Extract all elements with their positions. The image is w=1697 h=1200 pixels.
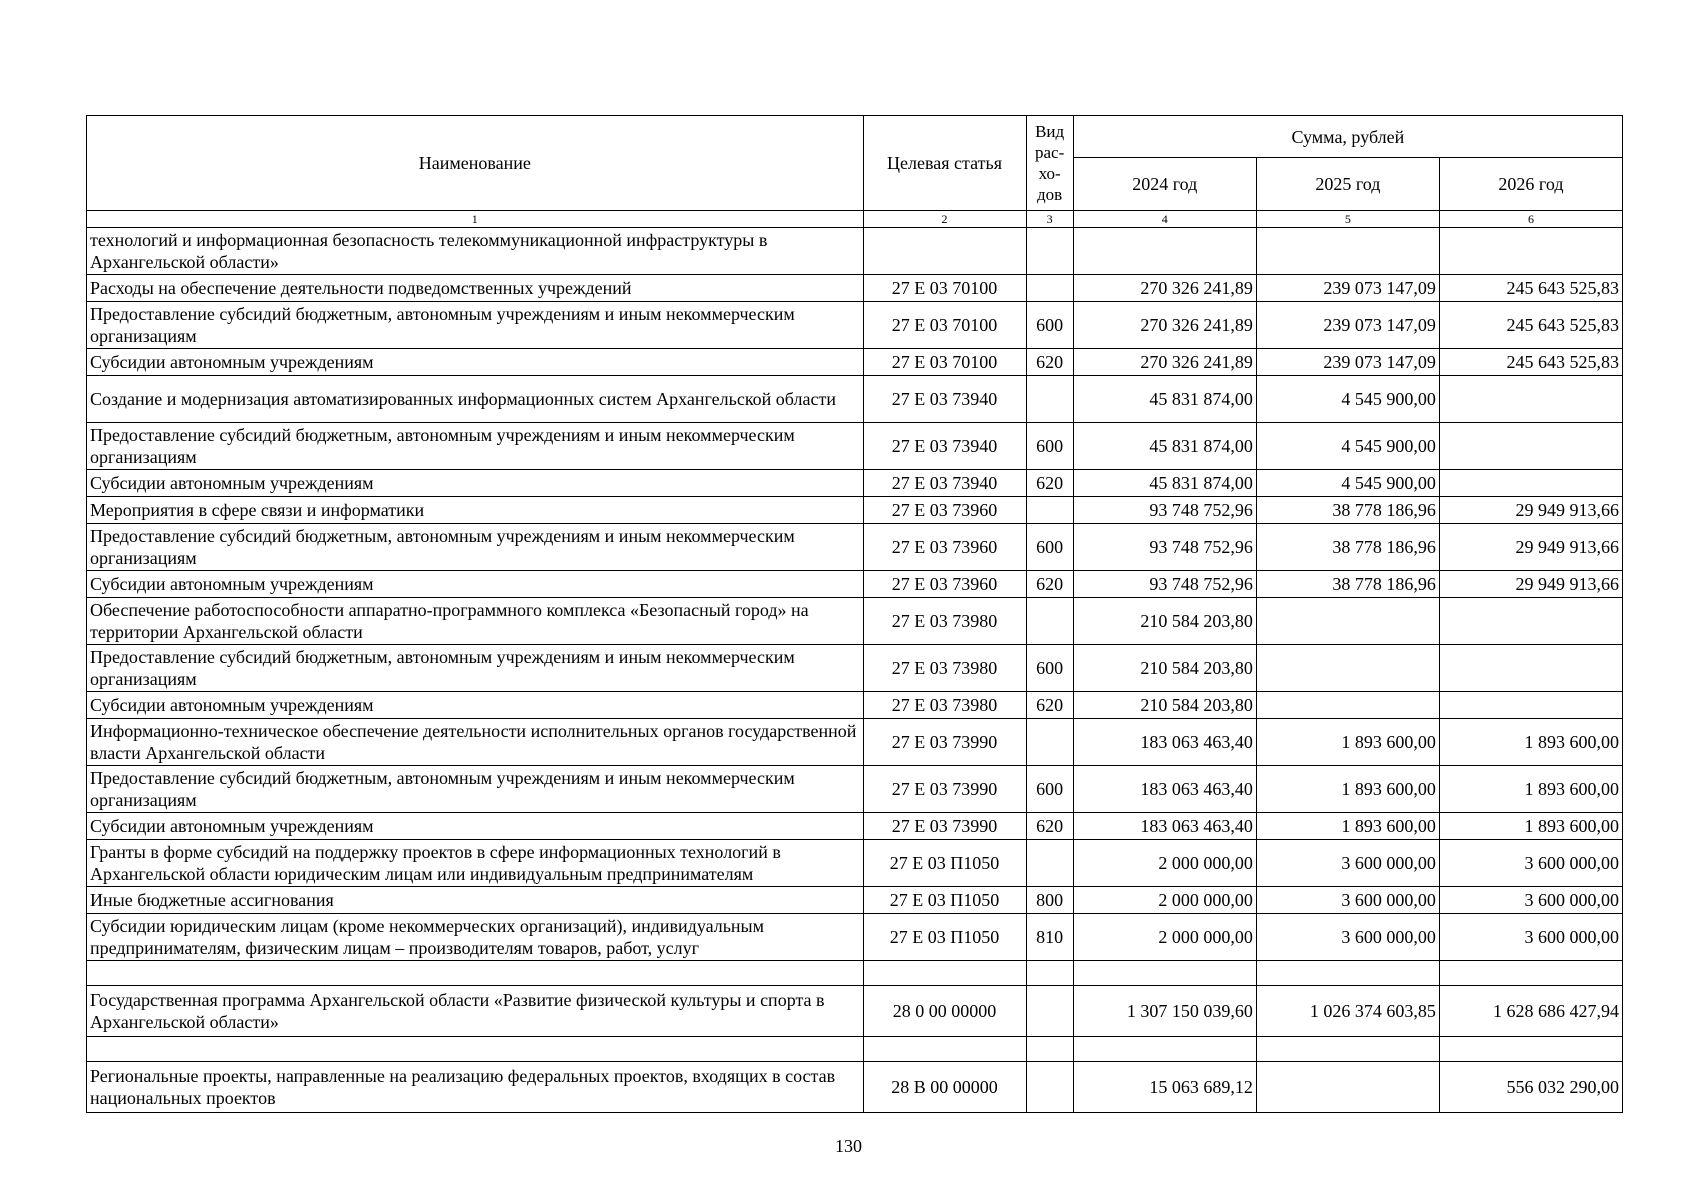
row-name: Субсидии автономным учреждениям xyxy=(87,349,864,376)
row-amount-2026: 245 643 525,83 xyxy=(1439,275,1622,302)
header-exp-type: Вид рас- хо- дов xyxy=(1026,116,1073,211)
page-number: 130 xyxy=(835,1136,862,1156)
row-exp-type: 620 xyxy=(1026,813,1073,840)
row-amount-2024: 210 584 203,80 xyxy=(1073,645,1256,692)
row-amount-2024: 183 063 463,40 xyxy=(1073,813,1256,840)
row-amount-2026: 245 643 525,83 xyxy=(1439,349,1622,376)
row-target-code: 28 В 00 00000 xyxy=(863,1062,1026,1113)
row-name: Обеспечение работоспособности аппаратно-программного комплекса «Безопасный город» на территории Архангельской области xyxy=(87,598,864,645)
row-amount-2025: 3 600 000,00 xyxy=(1256,914,1439,961)
row-exp-type: 800 xyxy=(1026,887,1073,914)
row-amount-2026: 3 600 000,00 xyxy=(1439,887,1622,914)
row-target-code: 27 Е 03 73960 xyxy=(863,571,1026,598)
row-exp-type xyxy=(1026,1037,1073,1062)
table-row xyxy=(87,887,1623,914)
row-name: Субсидии автономным учреждениям xyxy=(87,692,864,719)
row-exp-type xyxy=(1026,275,1073,302)
row-amount-2024: 183 063 463,40 xyxy=(1073,719,1256,766)
row-name: Создание и модернизация автоматизированных информационных систем Архангельской области xyxy=(87,376,864,423)
row-amount-2026: 29 949 913,66 xyxy=(1439,571,1622,598)
row-exp-type xyxy=(1026,986,1073,1037)
row-amount-2024 xyxy=(1073,961,1256,986)
header-2026: 2026 год xyxy=(1439,158,1622,211)
row-name: Информационно-техническое обеспечение деятельности исполнительных органов государственной власти Архангельской области xyxy=(87,719,864,766)
table-row xyxy=(87,376,1623,423)
row-amount-2026 xyxy=(1439,423,1622,470)
row-amount-2025: 1 026 374 603,85 xyxy=(1256,986,1439,1037)
row-target-code: 27 Е 03 73990 xyxy=(863,813,1026,840)
row-amount-2025 xyxy=(1256,961,1439,986)
row-name: технологий и информационная безопасность телекоммуникационной инфраструктуры в Архангельской области» xyxy=(87,228,864,275)
table-row xyxy=(87,719,1623,766)
row-exp-type: 600 xyxy=(1026,524,1073,571)
row-amount-2025 xyxy=(1256,598,1439,645)
row-amount-2024: 93 748 752,96 xyxy=(1073,524,1256,571)
row-name: Региональные проекты, направленные на реализацию федеральных проектов, входящих в состав национальных проектов xyxy=(87,1062,864,1113)
row-amount-2025: 4 545 900,00 xyxy=(1256,470,1439,497)
row-amount-2025: 3 600 000,00 xyxy=(1256,887,1439,914)
row-amount-2026: 1 628 686 427,94 xyxy=(1439,986,1622,1037)
row-exp-type: 620 xyxy=(1026,692,1073,719)
row-amount-2026 xyxy=(1439,1037,1622,1062)
header-name: Наименование xyxy=(87,116,864,211)
row-target-code: 27 Е 03 73980 xyxy=(863,598,1026,645)
row-target-code xyxy=(863,1037,1026,1062)
row-amount-2024: 183 063 463,40 xyxy=(1073,766,1256,813)
row-target-code: 27 Е 03 73960 xyxy=(863,524,1026,571)
row-name: Субсидии автономным учреждениям xyxy=(87,571,864,598)
row-target-code: 27 Е 03 73990 xyxy=(863,766,1026,813)
row-exp-type xyxy=(1026,719,1073,766)
row-amount-2024 xyxy=(1073,228,1256,275)
row-name: Предоставление субсидий бюджетным, автономным учреждениям и иным некоммерческим организациям xyxy=(87,423,864,470)
row-amount-2025: 239 073 147,09 xyxy=(1256,302,1439,349)
row-target-code: 27 Е 03 73940 xyxy=(863,376,1026,423)
row-exp-type xyxy=(1026,228,1073,275)
row-amount-2025: 4 545 900,00 xyxy=(1256,423,1439,470)
row-name: Гранты в форме субсидий на поддержку проектов в сфере информационных технологий в Архангельской области юридическим лицам или индивидуальным предпринимателям xyxy=(87,840,864,887)
table-row xyxy=(87,645,1623,692)
row-target-code: 27 Е 03 73940 xyxy=(863,470,1026,497)
col-number: 6 xyxy=(1439,211,1622,228)
row-exp-type: 600 xyxy=(1026,423,1073,470)
row-exp-type: 600 xyxy=(1026,302,1073,349)
row-amount-2024: 2 000 000,00 xyxy=(1073,914,1256,961)
table-row xyxy=(87,423,1623,470)
table-row xyxy=(87,986,1623,1037)
col-number: 1 xyxy=(87,211,864,228)
row-amount-2024: 15 063 689,12 xyxy=(1073,1062,1256,1113)
row-target-code: 27 Е 03 70100 xyxy=(863,349,1026,376)
row-amount-2025 xyxy=(1256,692,1439,719)
table-row xyxy=(87,813,1623,840)
row-amount-2026: 29 949 913,66 xyxy=(1439,524,1622,571)
row-target-code: 27 Е 03 П1050 xyxy=(863,840,1026,887)
row-target-code: 27 Е 03 73980 xyxy=(863,645,1026,692)
row-amount-2026 xyxy=(1439,598,1622,645)
table-row xyxy=(87,228,1623,275)
row-amount-2025: 239 073 147,09 xyxy=(1256,349,1439,376)
row-exp-type: 620 xyxy=(1026,470,1073,497)
header-2024: 2024 год xyxy=(1073,158,1256,211)
row-target-code xyxy=(863,961,1026,986)
row-name xyxy=(87,961,864,986)
row-amount-2024: 2 000 000,00 xyxy=(1073,887,1256,914)
row-exp-type xyxy=(1026,497,1073,524)
row-name: Предоставление субсидий бюджетным, автономным учреждениям и иным некоммерческим организациям xyxy=(87,766,864,813)
table-row xyxy=(87,1037,1623,1062)
row-amount-2024: 93 748 752,96 xyxy=(1073,571,1256,598)
row-target-code xyxy=(863,228,1026,275)
row-exp-type: 600 xyxy=(1026,645,1073,692)
row-amount-2026 xyxy=(1439,228,1622,275)
row-exp-type: 600 xyxy=(1026,766,1073,813)
row-amount-2025 xyxy=(1256,1062,1439,1113)
header-2025: 2025 год xyxy=(1256,158,1439,211)
row-target-code: 27 Е 03 70100 xyxy=(863,302,1026,349)
row-name: Предоставление субсидий бюджетным, автономным учреждениям и иным некоммерческим организациям xyxy=(87,302,864,349)
row-target-code: 27 Е 03 73990 xyxy=(863,719,1026,766)
header-sum: Сумма, рублей xyxy=(1073,116,1622,158)
row-amount-2026 xyxy=(1439,376,1622,423)
row-target-code: 27 Е 03 73980 xyxy=(863,692,1026,719)
row-amount-2026: 1 893 600,00 xyxy=(1439,766,1622,813)
row-name: Расходы на обеспечение деятельности подведомственных учреждений xyxy=(87,275,864,302)
row-target-code: 27 Е 03 73960 xyxy=(863,497,1026,524)
row-amount-2025 xyxy=(1256,228,1439,275)
col-number: 4 xyxy=(1073,211,1256,228)
row-exp-type xyxy=(1026,1062,1073,1113)
row-amount-2026: 29 949 913,66 xyxy=(1439,497,1622,524)
row-target-code: 27 Е 03 П1050 xyxy=(863,887,1026,914)
row-amount-2025: 239 073 147,09 xyxy=(1256,275,1439,302)
row-amount-2024: 210 584 203,80 xyxy=(1073,692,1256,719)
table-row xyxy=(87,571,1623,598)
row-target-code: 27 Е 03 П1050 xyxy=(863,914,1026,961)
row-exp-type xyxy=(1026,961,1073,986)
row-exp-type xyxy=(1026,598,1073,645)
row-amount-2026 xyxy=(1439,470,1622,497)
table-body xyxy=(87,228,1623,1113)
row-exp-type: 620 xyxy=(1026,571,1073,598)
row-amount-2026: 3 600 000,00 xyxy=(1439,914,1622,961)
row-amount-2026 xyxy=(1439,961,1622,986)
row-exp-type xyxy=(1026,376,1073,423)
row-name: Предоставление субсидий бюджетным, автономным учреждениям и иным некоммерческим организациям xyxy=(87,645,864,692)
col-number: 2 xyxy=(863,211,1026,228)
row-amount-2024: 45 831 874,00 xyxy=(1073,423,1256,470)
table-row xyxy=(87,275,1623,302)
row-name: Субсидии юридическим лицам (кроме некоммерческих организаций), индивидуальным предпринимателям, физическим лицам – производителям товаров, работ, услуг xyxy=(87,914,864,961)
table-row xyxy=(87,766,1623,813)
row-amount-2026: 556 032 290,00 xyxy=(1439,1062,1622,1113)
row-amount-2026 xyxy=(1439,692,1622,719)
row-exp-type: 810 xyxy=(1026,914,1073,961)
row-name: Предоставление субсидий бюджетным, автономным учреждениям и иным некоммерческим организациям xyxy=(87,524,864,571)
table-row xyxy=(87,470,1623,497)
table-row xyxy=(87,1062,1623,1113)
row-amount-2026 xyxy=(1439,645,1622,692)
row-amount-2024: 210 584 203,80 xyxy=(1073,598,1256,645)
header-target: Целевая статья xyxy=(863,116,1026,211)
row-amount-2025: 4 545 900,00 xyxy=(1256,376,1439,423)
col-number: 3 xyxy=(1026,211,1073,228)
row-exp-type xyxy=(1026,840,1073,887)
column-numbers-row xyxy=(87,211,1623,228)
row-amount-2025: 1 893 600,00 xyxy=(1256,813,1439,840)
row-exp-type: 620 xyxy=(1026,349,1073,376)
table-row xyxy=(87,349,1623,376)
row-name: Мероприятия в сфере связи и информатики xyxy=(87,497,864,524)
row-name: Субсидии автономным учреждениям xyxy=(87,470,864,497)
table-row xyxy=(87,598,1623,645)
row-amount-2024: 93 748 752,96 xyxy=(1073,497,1256,524)
row-amount-2024: 2 000 000,00 xyxy=(1073,840,1256,887)
row-amount-2024: 270 326 241,89 xyxy=(1073,302,1256,349)
table-row xyxy=(87,914,1623,961)
row-target-code: 27 Е 03 73940 xyxy=(863,423,1026,470)
row-amount-2026: 1 893 600,00 xyxy=(1439,719,1622,766)
row-amount-2025: 38 778 186,96 xyxy=(1256,571,1439,598)
table-row xyxy=(87,840,1623,887)
row-amount-2024: 270 326 241,89 xyxy=(1073,275,1256,302)
table-row xyxy=(87,302,1623,349)
row-amount-2025: 1 893 600,00 xyxy=(1256,766,1439,813)
table-row xyxy=(87,497,1623,524)
row-amount-2024: 45 831 874,00 xyxy=(1073,376,1256,423)
row-amount-2024: 270 326 241,89 xyxy=(1073,349,1256,376)
budget-table xyxy=(86,115,1623,1113)
row-target-code: 28 0 00 00000 xyxy=(863,986,1026,1037)
col-number: 5 xyxy=(1256,211,1439,228)
row-amount-2025: 3 600 000,00 xyxy=(1256,840,1439,887)
row-name xyxy=(87,1037,864,1062)
row-amount-2026: 245 643 525,83 xyxy=(1439,302,1622,349)
row-amount-2025: 1 893 600,00 xyxy=(1256,719,1439,766)
row-target-code: 27 Е 03 70100 xyxy=(863,275,1026,302)
table-row xyxy=(87,961,1623,986)
row-amount-2024: 1 307 150 039,60 xyxy=(1073,986,1256,1037)
row-amount-2024: 45 831 874,00 xyxy=(1073,470,1256,497)
row-name: Иные бюджетные ассигнования xyxy=(87,887,864,914)
row-amount-2025 xyxy=(1256,1037,1439,1062)
row-amount-2025: 38 778 186,96 xyxy=(1256,524,1439,571)
row-amount-2026: 3 600 000,00 xyxy=(1439,840,1622,887)
row-name: Субсидии автономным учреждениям xyxy=(87,813,864,840)
table-row xyxy=(87,524,1623,571)
table-row xyxy=(87,692,1623,719)
row-amount-2024 xyxy=(1073,1037,1256,1062)
row-amount-2026: 1 893 600,00 xyxy=(1439,813,1622,840)
row-amount-2025 xyxy=(1256,645,1439,692)
row-name: Государственная программа Архангельской области «Развитие физической культуры и спорта в Архангельской области» xyxy=(87,986,864,1037)
row-amount-2025: 38 778 186,96 xyxy=(1256,497,1439,524)
